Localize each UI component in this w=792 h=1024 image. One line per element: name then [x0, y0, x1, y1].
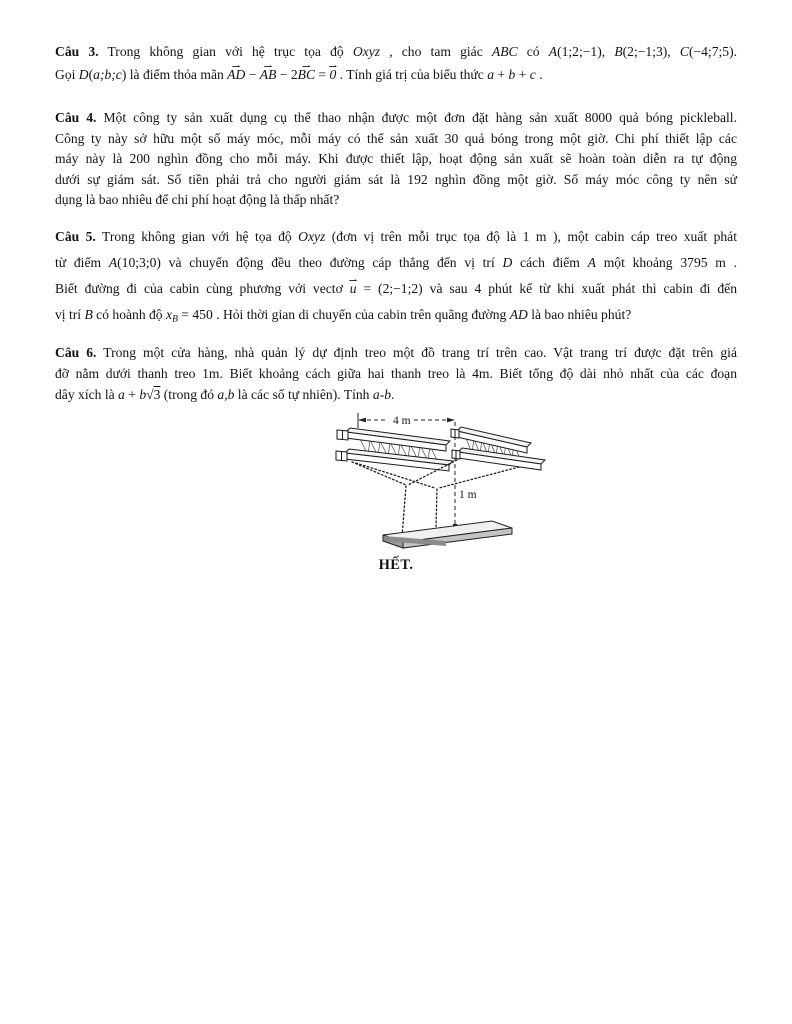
text-run: .: [535, 67, 543, 82]
text-run: ,: [667, 44, 680, 59]
text-line: [55, 384, 737, 405]
math-vector: ⇀ AB: [260, 63, 277, 86]
text-line: [55, 190, 737, 211]
text-run: (1;2;−1): [557, 44, 602, 59]
text-run: máy này là 200 nghìn đồng cho mỗi máy. Khi được thiết lập, hoạt động sản xuất sẽ hoàn toàn diễn ra tự động: [55, 151, 737, 167]
figure-width-label: 4 m: [393, 414, 411, 427]
text-run: − 2: [276, 67, 298, 82]
text-line: [55, 170, 737, 191]
math-var: Oxyz: [298, 228, 326, 244]
text-run: (: [88, 67, 94, 82]
text-run: ,: [601, 44, 615, 59]
math-var: a: [118, 386, 125, 402]
question-label: Câu 3.: [55, 44, 99, 59]
figure-height-label: 1 m: [459, 488, 477, 501]
text-run: Biết đường đi của cabin cùng phương với vectơ: [55, 280, 350, 296]
text-line: [55, 108, 737, 129]
text-run: và chuyển động đều theo đường cáp thẳng đến vị trí: [160, 254, 503, 270]
text-run: có hoành độ: [92, 306, 167, 322]
text-run: +: [515, 67, 530, 82]
arrow-right-icon: [447, 417, 455, 422]
math-var: c: [529, 67, 536, 82]
radical-body: 3: [153, 386, 161, 402]
math-var: b: [508, 67, 516, 82]
text-run: cách điểm: [512, 254, 588, 270]
text-line: [55, 250, 737, 276]
text-line: [55, 276, 737, 302]
left-beam: [336, 428, 453, 471]
math-var: B: [614, 44, 623, 59]
figure-svg: [330, 409, 565, 554]
text-line: [55, 363, 737, 384]
question-paragraph: [55, 108, 737, 211]
text-run: +: [124, 386, 140, 402]
text-run: =: [315, 67, 330, 82]
text-run: Công ty này sở hữu một số máy móc, mỗi máy có thể sản xuất 30 quả bóng trong một giờ. Chi phí thiết lập các: [55, 130, 737, 146]
text-run: Gọi: [55, 67, 79, 82]
text-run: −: [245, 67, 260, 82]
question-label: Câu 4.: [55, 110, 97, 125]
math-var: A: [587, 254, 596, 270]
math-radical: [146, 387, 160, 402]
text-run: Một công ty sản xuất dụng cụ thể thao nhận được một đơn đặt hàng sản xuất 8000 quả bóng pickleball.: [96, 110, 737, 125]
text-run: và sau 4 phút kể từ khi xuất phát thì cabin đi đến: [422, 280, 737, 296]
text-run: vị trí: [55, 306, 85, 322]
text-run: (trong đó: [160, 386, 218, 402]
text-run: một khoảng 3795 m .: [595, 254, 738, 270]
math-var: x: [166, 306, 173, 322]
math-subscript: B: [172, 314, 178, 325]
math-var: A: [108, 254, 118, 270]
text-run: có: [517, 44, 549, 59]
text-run: = (2;−1;2): [356, 280, 423, 296]
arrow-left-icon: [358, 417, 366, 422]
math-var: ABC: [491, 44, 518, 59]
text-run: dụng là bao nhiêu để chi phí hoạt động là thấp nhất?: [55, 192, 340, 208]
text-line: [55, 149, 737, 170]
text-run: dưới sự giám sát. Số tiền phải trả cho người giám sát là 192 nghìn đồng một giờ. Số máy móc công ty nên sử: [55, 171, 737, 187]
math-var: a;b;c: [93, 67, 122, 82]
questions-container: [55, 40, 737, 405]
text-line: [55, 129, 737, 150]
radical-sign: √: [146, 386, 154, 402]
math-var: b: [139, 386, 147, 402]
text-run: (2;−1;3): [622, 44, 668, 59]
right-beam: [451, 427, 545, 470]
text-line: [55, 224, 737, 250]
text-run: Trong không gian với hệ trục tọa độ: [98, 44, 353, 59]
question-paragraph: [55, 342, 737, 405]
shelf: [383, 521, 512, 548]
math-var: B: [84, 306, 93, 322]
text-run: , cho tam giác: [380, 44, 492, 59]
text-run: là các số tự nhiên). Tính: [234, 386, 373, 402]
math-var: AD: [509, 306, 528, 322]
math-var: Oxyz: [352, 44, 381, 59]
text-run: (−4;7;5).: [688, 44, 738, 59]
question-label: Câu 5.: [55, 228, 96, 244]
math-var: D: [78, 67, 89, 82]
text-run: = 450 . Hỏi thời gian di chuyển của cabin trên quãng đường: [177, 306, 510, 322]
figure-hanging-decoration: [330, 409, 565, 554]
text-run: Trong không gian với hệ tọa độ: [95, 228, 299, 244]
text-run: là điểm thỏa mãn: [126, 67, 228, 82]
text-line: [55, 63, 737, 86]
question-paragraph: [55, 40, 737, 86]
math-var: C: [679, 44, 689, 59]
math-var: a-b: [372, 386, 392, 402]
text-line: [55, 342, 737, 363]
math-vector: ⇀ u: [350, 276, 357, 302]
math-vector: ⇀ 0: [329, 63, 336, 86]
text-run: (đơn vị trên mỗi trục tọa độ là 1 m ), một cabin cáp treo xuất phát: [325, 228, 737, 244]
math-vector: ⇀ AD: [227, 63, 245, 86]
text-run: dây xích là: [55, 386, 119, 402]
text-line: [55, 40, 737, 63]
math-var: D: [502, 254, 513, 270]
math-var: a,b: [217, 386, 235, 402]
text-run: Trong một cửa hàng, nhà quản lý dự định treo một đồ trang trí trên cao. Vật trang trí được đặt trên giá: [96, 344, 737, 360]
end-marker: HẾT.: [378, 556, 414, 573]
question-paragraph: [55, 224, 737, 333]
text-run: đỡ nằm dưới thanh treo 1m. Biết khoảng cách giữa hai thanh treo là 4m. Biết tổng độ dài nhỏ nhất của các đoạn: [55, 365, 737, 381]
text-run: là bao nhiêu phút?: [527, 306, 632, 322]
text-run: .: [391, 386, 395, 402]
text-run: +: [494, 67, 509, 82]
math-var: A: [548, 44, 558, 59]
math-vector: ⇀ BC: [298, 63, 315, 86]
text-run: . Tính giá trị của biểu thức: [336, 67, 488, 82]
text-run: (10;3;0): [117, 254, 161, 270]
text-run: ): [121, 67, 127, 82]
text-line: [55, 302, 737, 333]
math-var: a: [487, 67, 495, 82]
question-label: Câu 6.: [55, 344, 97, 360]
text-run: từ điểm: [55, 254, 109, 270]
